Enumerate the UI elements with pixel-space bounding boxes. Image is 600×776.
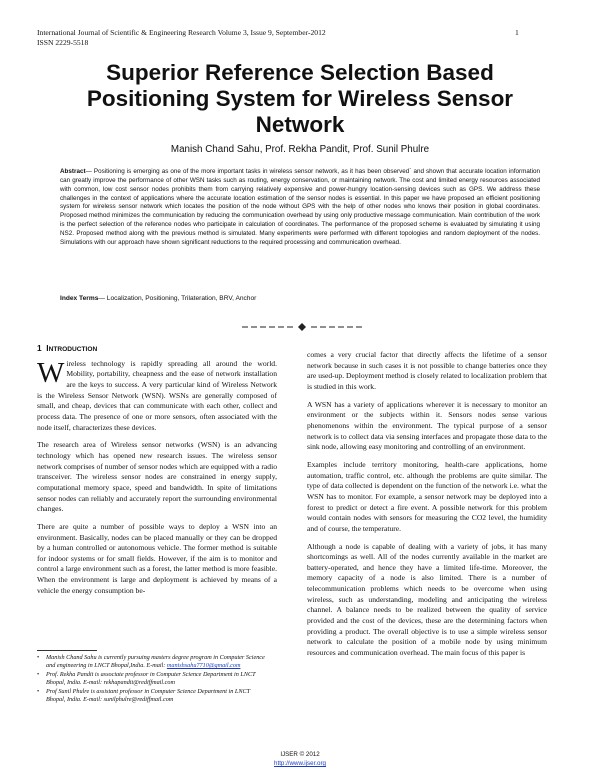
title-line-1: Superior Reference Selection Based (106, 60, 494, 85)
left-column (37, 343, 277, 603)
footnote (37, 688, 267, 704)
footnote (37, 671, 267, 687)
paragraph-text: ireless technology is rapidly spreading all around the world. Mobility, portability, cheapness and the ease of network installation are the keys to success. A very particular kind of Wireless Network is the Wireless Sensor Network (WSN). WSNs are generally composed of small, and cheap, devices that can communicate with each other, collect and process data. The presence of one or more sensors, often associated with the node itself, characterizes these devices. (37, 358, 277, 432)
section-number: 1 (37, 343, 42, 353)
section-title-rest: NTRODUCTION (48, 346, 98, 353)
author-email-link[interactable]: manishsahu7710@gmail.com (166, 662, 241, 669)
title-line-3: Network (255, 112, 345, 137)
paragraph: There are quite a number of possible ways to deploy a WSN into an environment. Basically, nodes can be placed manually or they can be dropped by a human controlled or autonomous vehicle. The former method is suitable for indoor systems or for small fields. However, if the aim is to monitor and control a large environment such as a forest, the latter method is more feasible. When the environment is large and deployment is achieved by means of a vehicle the energy consumption be- (37, 521, 277, 595)
bullet: • (37, 688, 40, 695)
footnote (37, 654, 267, 670)
authors: Manish Chand Sahu, Prof. Rekha Pandit, Prof. Sunil Phulre (170, 144, 430, 155)
paper-title (30, 60, 570, 138)
paragraph (37, 356, 277, 434)
section-heading (37, 343, 277, 356)
section-first-letter: I (46, 343, 49, 353)
issn: ISSN 2229-5518 (37, 38, 89, 47)
bullet: • (37, 671, 40, 678)
abstract (60, 168, 540, 248)
bullet: • (37, 654, 40, 661)
section-divider (242, 322, 362, 332)
footnotes (37, 654, 267, 705)
title-line-2: Positioning System for Wireless Sensor (86, 86, 514, 111)
page-number: 1 (515, 28, 519, 37)
drop-cap: W (37, 356, 65, 389)
diamond-icon (298, 323, 306, 331)
paragraph: comes a very crucial factor that directly affects the lifetime of a sensor network because in such cases it is not possible to change batteries once they are used-up. Deployment method is closely related to localization problem that is studied in this work. (307, 350, 547, 391)
paragraph: A WSN has a variety of applications wherever it is necessary to monitor an environment or the subjects within it. Sensors nodes sense various phenomenons within the environment. The typical purpose of a sensor network is to collect data via sensing interfaces and propagate those data to the sink node, allowing easy monitoring and controlling of an environment. (307, 399, 547, 452)
footer-copyright: IJSER © 2012 (280, 751, 320, 758)
index-terms-text: — Localization, Positioning, Trilateration, BRV, Anchor (98, 295, 257, 302)
abstract-text: — Positioning is emerging as one of the more important tasks in wireless sensor network, as it has been observed` and shown that accurate location information can greatly improve the performance of other WSN tasks such as routing, energy conservation, or maintaining network. The cost and limited energy resources associated with common, low cost sensor nodes prohibits them from carrying relatively expensive and power-hungry location-sensing devices such as GPS. We address these challenges in the context of applications where the accurate location estimation of the sensor nodes is essential. In this paper we have proposed an efficient positioning system for wireless sensor network which locates the position of the node without GPS with the help of other nodes who knows their position in global coordinates. Proposed method minimizes the communication by reducing the communication overhead by using only productive message communication. Main contribution of the work is the perfect selection of the reference nodes who participate in calculation of coordinates. The performance of the proposed scheme is evaluated by simulating it using NS2. Proposed method along with the previous method is simulated. Many experiments were performed with different topologies and random deployment of the nodes. Simulations with our approach have shown significant reductions to the required processing and communication overhead. (60, 168, 540, 246)
footnote-rule (37, 650, 97, 651)
paragraph: The research area of Wireless sensor networks (WSN) is an advancing technology which has opened new research issues. The wireless sensor network comprises of number of sensor nodes which are equipped with a radio transceiver. The wireless sensor nodes are constrained in energy supply, computational memory space, speed and bandwidth. In spite of limitations sensor nodes can reliably and accurately report the surrounding environmental changes. (37, 440, 277, 514)
journal-url-link[interactable]: http://www.ijser.org (274, 760, 326, 767)
footnote-text: Prof. Rekha Pandit is associate professor in Computer Science Department in LNCT Bhopal, India. E-mail: rekhapandit@rediffmail.com (46, 671, 256, 686)
footnote-text: Prof Sunil Phulre is assistant professor in Computer Science Department in LNCT Bhopal, India. E-mail: sunilphulre@rediffmail.com (46, 688, 250, 703)
index-terms (60, 295, 540, 302)
paragraph: Examples include territory monitoring, health-care applications, home automation, traffic control, etc. although the problems are quite similar. The type of data collected is dependent on the function of the network i.e. what the WSN has to monitor. For example, a sensor network may be deployed into a forest to predict or detect a fire event. A possible network for this problem would contain nodes with sensors for measuring the CO2 level, the humidity and of course, the temperature. (307, 459, 547, 533)
footnote-text: Manish Chand Sahu is currently pursuing masters degree program in Computer Science and engineering in LNCT Bhopal,India. E-mail: (46, 654, 265, 669)
right-column (307, 350, 547, 666)
paragraph: Although a node is capable of dealing with a variety of jobs, it has many shortcomings as well. All of the nodes currently available in the market are battery-operated, and hence they have a limited life-time. Moreover, the memory capacity of a node is also limited. There is a number of telecommunication problems which needs to be overcome when using wireless, such as understanding, modeling and anticipating the wireless channel. A balance needs to be realized between the quality of service provided and the cost of the devices, these are the determining factors when providing a product. The overall objective is to use a simple wireless sensor network to calculate the position of a mobile node by using minimum resources and communication overhead. The main focus of this paper is (307, 541, 547, 658)
journal-line: International Journal of Scientific & Engineering Research Volume 3, Issue 9, September-2012 (37, 28, 326, 37)
journal-header (37, 28, 326, 48)
index-terms-label: Index Terms (60, 295, 99, 302)
abstract-label: Abstract (60, 168, 86, 175)
